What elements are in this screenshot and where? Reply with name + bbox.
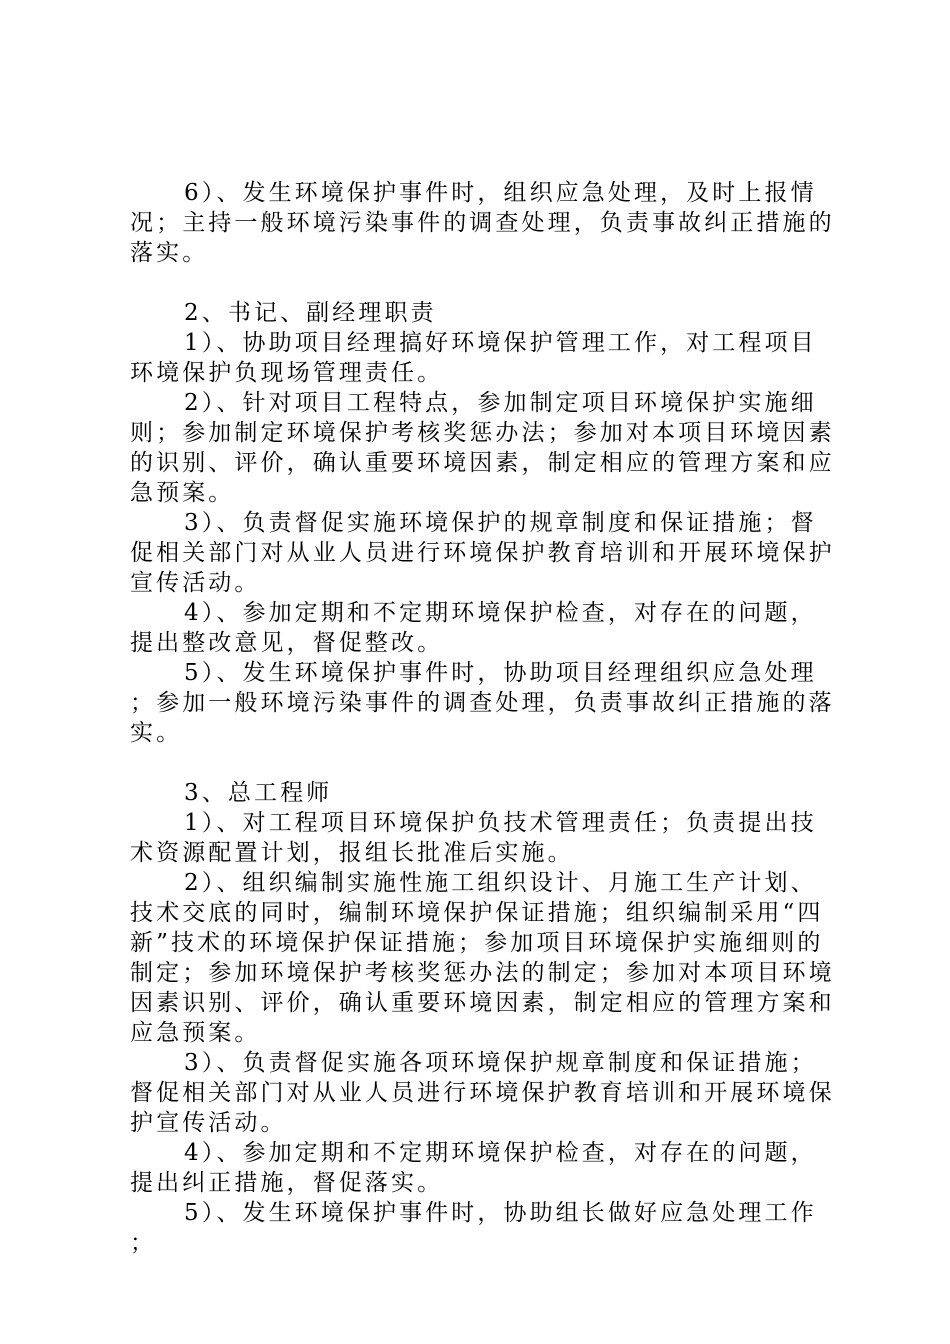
paragraph-item-4: 4）、参加定期和不定期环境保护检查，对存在的问题，提出纠正措施，督促落实。: [130, 1140, 817, 1196]
paragraph-item-5: 5）、发生环境保护事件时，协助组长做好应急处理工作；: [130, 1200, 817, 1256]
paragraph-item-5: 5）、发生环境保护事件时，协助项目经理组织应急处理；参加一般环境污染事件的调查处理，负责事故纠正措施的落实。: [130, 660, 835, 746]
paragraph-item-2: 2）、组织编制实施性施工组织设计、月施工生产计划、技术交底的同时，编制环境保护保证措施；组织编制采用“四新”技术的环境保护保证措施；参加项目环境保护实施细则的制定；参加环境保护考核奖惩办法的制定；参加对本项目环境因素识别、评价，确认重要环境因素，制定相应的管理方案和应急预案。: [130, 870, 835, 1046]
paragraph-item-2: 2）、针对项目工程特点，参加制定项目环境保护实施细则；参加制定环境保护考核奖惩办法；参加对本项目环境因素的识别、评价，确认重要环境因素，制定相应的管理方案和应急预案。: [130, 390, 835, 506]
paragraph-item-1: 1）、对工程项目环境保护负技术管理责任；负责提出技术资源配置计划，报组长批准后实施。: [130, 810, 817, 866]
paragraph-item-6-report: 6）、发生环境保护事件时，组织应急处理，及时上报情况；主持一般环境污染事件的调查处理，负责事故纠正措施的落实。: [130, 180, 835, 266]
section-heading-secretary: 2、书记、副经理职责: [184, 300, 437, 326]
paragraph-item-4: 4）、参加定期和不定期环境保护检查，对存在的问题，提出整改意见，督促整改。: [130, 600, 817, 656]
paragraph-item-3: 3）、负责督促实施各项环境保护规章制度和保证措施；督促相关部门对从业人员进行环境保护教育培训和开展环境保护宣传活动。: [130, 1050, 835, 1136]
document-body: [130, 178, 842, 1258]
paragraph-item-1: 1）、协助项目经理搞好环境保护管理工作，对工程项目环境保护负现场管理责任。: [130, 330, 817, 386]
paragraph-item-3: 3）、负责督促实施环境保护的规章制度和保证措施；督促相关部门对从业人员进行环境保护教育培训和开展环境保护宣传活动。: [130, 510, 835, 596]
section-heading-chief-engineer: 3、总工程师: [184, 780, 333, 806]
